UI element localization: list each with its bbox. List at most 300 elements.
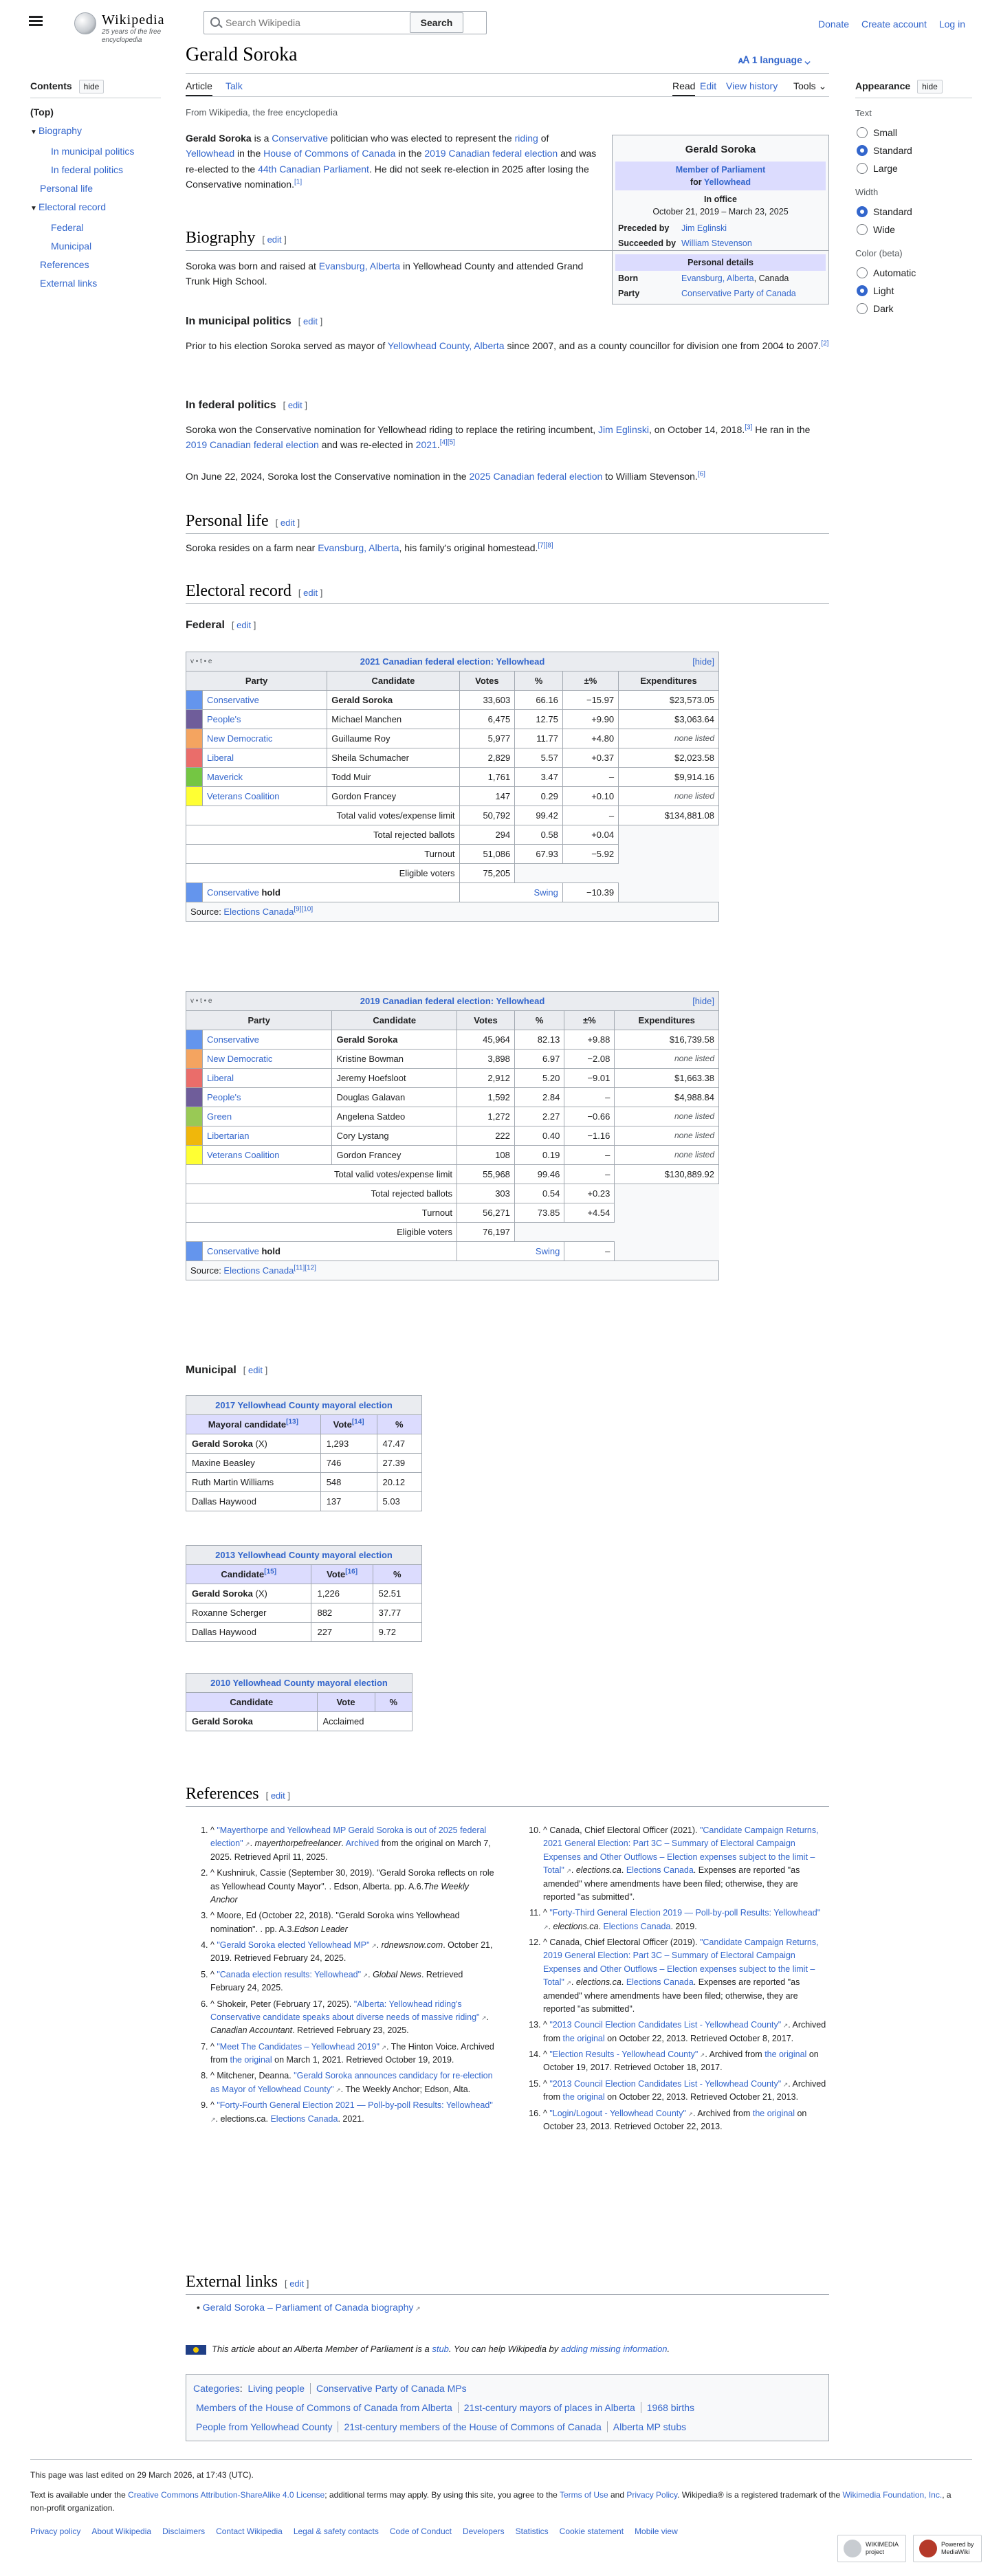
section-municipal-politics-heading: In municipal politics [ edit ] xyxy=(186,315,323,327)
citation-link[interactable]: [11][12] xyxy=(294,1264,316,1272)
citation-link[interactable]: [14] xyxy=(351,1418,364,1426)
chevron-down-icon[interactable]: ▼ xyxy=(30,129,37,137)
footer-link[interactable]: Cookie statement xyxy=(559,2526,624,2536)
votes-cell: 1,592 xyxy=(457,1088,515,1107)
party-link[interactable]: People's xyxy=(207,714,241,724)
reference-item: 11. ^ "Forty-Third General Election 2019 — Poll-by-poll Results: Yellowhead" ↗. elections.ca. Elections Canada. 2019. xyxy=(543,1907,829,1933)
party-link[interactable]: Green xyxy=(207,1111,232,1122)
category-link[interactable]: People from Yellowhead County xyxy=(196,2421,333,2432)
edit-link[interactable]: edit xyxy=(248,1365,263,1375)
table-row xyxy=(186,748,719,768)
color-dark-radio[interactable]: Dark xyxy=(855,300,972,318)
party-color-swatch xyxy=(186,1088,203,1107)
reference-link[interactable]: "Alberta: Yellowhead riding's Conservative candidate speaks about diverse needs of massive riding" ↗ xyxy=(210,1999,487,2022)
mayoral-table-caption[interactable]: 2013 Yellowhead County mayoral election xyxy=(186,1546,422,1565)
hide-toggle[interactable]: [hide] xyxy=(692,996,714,1006)
candidate-cell: Roxanne Scherger xyxy=(186,1603,311,1623)
edit-link[interactable]: edit xyxy=(287,400,302,410)
percent-cell: 20.12 xyxy=(377,1473,421,1492)
totals-label: Eligible voters xyxy=(186,864,460,883)
reference-item: 3. ^ Moore, Ed (October 22, 2018). "Gerald Soroka wins Yellowhead nomination". . pp. A.3.Edson Leader xyxy=(210,1909,496,1936)
reference-link[interactable]: "Mayerthorpe and Yellowhead MP Gerald Soroka is out of 2025 federal election" ↗ xyxy=(210,1825,486,1848)
swing-link[interactable]: Swing xyxy=(534,887,558,898)
tab-view-history[interactable]: View history xyxy=(726,80,778,91)
login-link[interactable]: Log in xyxy=(938,19,965,30)
column-header: Votes xyxy=(459,671,515,691)
category-link[interactable]: Members of the House of Commons of Canada from Alberta xyxy=(196,2402,452,2413)
table-header-row xyxy=(186,1565,422,1584)
party-color-swatch xyxy=(186,1242,203,1261)
swing-link[interactable]: Swing xyxy=(535,1246,560,1256)
party-cell xyxy=(203,1030,332,1050)
percent-cell: 37.77 xyxy=(373,1603,421,1623)
votes-cell: 147 xyxy=(459,787,515,806)
party-cell xyxy=(203,1107,332,1126)
party-cell xyxy=(203,1126,332,1146)
election-table-caption xyxy=(186,992,719,1011)
section-personal-life-heading: Personal life [ edit ] xyxy=(186,512,300,530)
votes-cell: 548 xyxy=(320,1473,377,1492)
party-link[interactable]: New Democratic xyxy=(207,1054,273,1064)
categories-box: Categories: Living people Conservative Party of Canada MPs Members of the House of Commons of Canada from Alberta 21st-century mayors of places in Alberta 1968 births People from Yellowhead County 21st-century members of the House of Commons of Canada Alberta MP stubs xyxy=(186,2374,829,2441)
reference-item: 14. ^ "Election Results - Yellowhead County" ↗ . Archived from the original on October 19, 2017. Retrieved October 18, 2017. xyxy=(543,2048,829,2075)
infobox-born: Born Evansburg, Alberta, Canada xyxy=(618,273,789,283)
color-label: Color (beta) xyxy=(855,247,903,258)
change-cell: +4.80 xyxy=(562,729,618,748)
party-color-swatch xyxy=(186,691,203,710)
party-color-swatch xyxy=(186,729,203,748)
appearance-heading: Appearance hide xyxy=(855,78,972,98)
column-header: Candidate[15] xyxy=(186,1565,311,1584)
footer-links xyxy=(30,2525,972,2538)
totals-row: Turnout 51,086 67.93 −5.92 xyxy=(186,845,719,864)
language-button[interactable]: 🗚 1 language ⌄ xyxy=(738,54,811,65)
change-cell: −9.01 xyxy=(564,1069,615,1088)
table-header-row xyxy=(186,671,719,691)
title-divider xyxy=(186,73,829,74)
reference-item: 1. ^ "Mayerthorpe and Yellowhead MP Gerald Soroka is out of 2025 federal election" ↗ . mayerthorpefreelancer. Archived from the original on March 7, 2025. Retrieved April 11, 2025. xyxy=(210,1824,496,1864)
party-link[interactable]: Liberal xyxy=(207,753,234,763)
party-link[interactable]: Veterans Coalition xyxy=(207,791,280,801)
candidate-cell: Sheila Schumacher xyxy=(327,748,459,768)
hold-row: Conservative hold Swing −10.39 xyxy=(186,883,719,902)
footer-link[interactable]: Contact Wikipedia xyxy=(216,2526,283,2536)
votes-cell: 227 xyxy=(311,1623,373,1642)
table-row xyxy=(186,787,719,806)
totals-row: Eligible voters 75,205 xyxy=(186,864,719,883)
percent-cell: 5.20 xyxy=(514,1069,564,1088)
reference-link[interactable]: Elections Canada xyxy=(626,1977,694,1988)
candidate-cell: Gordon Francey xyxy=(332,1146,457,1165)
percent-cell: 3.47 xyxy=(515,768,563,787)
votes-cell: 5,977 xyxy=(459,729,515,748)
column-header: Expenditures xyxy=(619,671,719,691)
vte-links[interactable]: v • t • e xyxy=(190,658,212,665)
reference-link[interactable]: "Gerald Soroka announces candidacy for re-election as Mayor of Yellowhead County" ↗ xyxy=(210,2071,493,2094)
totals-label: Total valid votes/expense limit xyxy=(186,806,460,825)
reference-item: 4. ^ "Gerald Soroka elected Yellowhead MP" ↗ . rdnewsnow.com. October 21, 2019. Retrieved February 24, 2025. xyxy=(210,1939,496,1966)
percent-cell: 66.16 xyxy=(515,691,563,710)
column-header: Mayoral candidate[13] xyxy=(186,1415,321,1434)
reference-link[interactable]: the original xyxy=(752,2108,795,2118)
toc-item-top[interactable]: (Top) xyxy=(30,107,54,118)
totals-label: Turnout xyxy=(186,845,460,864)
citation-link[interactable]: [15] xyxy=(264,1568,277,1576)
link-riding[interactable]: riding xyxy=(514,133,538,144)
page-subtitle: From Wikipedia, the free encyclopedia xyxy=(186,107,338,118)
reference-link[interactable]: the original xyxy=(764,2050,807,2059)
tabs-divider xyxy=(186,96,829,97)
candidate-cell: Douglas Galavan xyxy=(332,1088,457,1107)
personal-tools xyxy=(808,16,965,32)
table-row xyxy=(186,1069,719,1088)
toc-item-personal-life[interactable]: Personal life xyxy=(40,183,94,195)
election-table-caption xyxy=(186,652,719,671)
party-color-swatch xyxy=(186,787,203,806)
category-link[interactable]: 1968 births xyxy=(641,2402,700,2413)
party-cell xyxy=(203,787,327,806)
page-footer xyxy=(30,2469,974,2555)
reference-link[interactable]: "Canada election results: Yellowhead" ↗ xyxy=(217,1970,368,1979)
category-link[interactable]: Conservative Party of Canada MPs xyxy=(310,2383,472,2394)
infobox-preceded: Preceded by Jim Eglinski xyxy=(618,223,727,234)
reference-link[interactable]: "Gerald Soroka elected Yellowhead MP" ↗ xyxy=(217,1940,376,1950)
party-color-swatch xyxy=(186,1069,203,1088)
candidate-cell: Todd Muir xyxy=(327,768,459,787)
party-color-swatch xyxy=(186,1050,203,1069)
table-header-row xyxy=(186,1011,719,1030)
width-wide-radio[interactable]: Wide xyxy=(855,221,972,238)
toc-item-federal[interactable]: Federal xyxy=(51,222,84,234)
reference-item: 12. ^ Canada, Chief Electoral Officer (2019). "Candidate Campaign Returns, 2019 General Election: Part 3C – Summary of Electoral Campaign Expenses and Other Outflows – Election expenses subject to the limit – Total" ↗ . elections.ca. Elections Canada. Expenses are reported "as amended" where amendments have been filed; otherwise, they are reported "as submitted". xyxy=(543,1936,829,2016)
table-row xyxy=(186,1434,422,1454)
percent-cell: 2.84 xyxy=(514,1088,564,1107)
election-table-2019 xyxy=(186,991,719,1280)
column-header: ±% xyxy=(562,671,618,691)
expenditures-cell: none listed xyxy=(619,787,719,806)
edit-link[interactable]: edit xyxy=(270,1790,285,1801)
link-yellowhead[interactable]: Yellowhead xyxy=(186,148,235,159)
vte-links[interactable]: v • t • e xyxy=(190,997,212,1005)
create-account-link[interactable]: Create account xyxy=(861,19,927,30)
party-color-swatch xyxy=(186,1126,203,1146)
reference-link[interactable]: "Meet The Candidates – Yellowhead 2019" ↗ xyxy=(217,2042,386,2052)
reference-link[interactable]: Archived xyxy=(345,1839,380,1849)
reference-link[interactable]: Elections Canada xyxy=(626,1865,694,1876)
votes-cell: 1,293 xyxy=(320,1434,377,1454)
column-header: ±% xyxy=(564,1011,615,1030)
link-house-of-commons[interactable]: House of Commons of Canada xyxy=(263,148,396,159)
toc-item-references[interactable]: References xyxy=(40,259,89,271)
mayoral-table-caption[interactable]: 2010 Yellowhead County mayoral election xyxy=(186,1674,412,1693)
table-row xyxy=(186,1584,422,1603)
tab-article[interactable]: Article xyxy=(186,78,212,96)
reference-item: 7. ^ "Meet The Candidates – Yellowhead 2019" ↗ . The Hinton Voice. Archived from the original on March 1, 2021. Retrieved October 19, 2019. xyxy=(210,2041,496,2067)
party-link[interactable]: Libertarian xyxy=(207,1131,250,1141)
votes-cell: 2,829 xyxy=(459,748,515,768)
tagline: 25 years of the free encyclopedia xyxy=(102,28,162,44)
infobox-party: Party Conservative Party of Canada xyxy=(618,288,796,298)
category-link[interactable]: 21st-century members of the House of Commons of Canada xyxy=(338,2421,606,2432)
candidate-cell: Maxine Beasley xyxy=(186,1454,321,1473)
mayoral-table-2017 xyxy=(186,1395,422,1511)
reference-link[interactable]: Elections Canada xyxy=(270,2113,338,2124)
party-color-swatch xyxy=(186,883,203,902)
expenditures-cell: $23,573.05 xyxy=(619,691,719,710)
reference-link[interactable]: "Election Results - Yellowhead County" ↗ xyxy=(549,2050,705,2059)
table-row xyxy=(186,1088,719,1107)
votes-cell: 1,226 xyxy=(311,1584,373,1603)
change-cell: – xyxy=(564,1146,615,1165)
reference-link[interactable]: "Candidate Campaign Returns, 2019 General Election: Part 3C – Summary of Electoral Campaign Expenses and Other Outflows – Election expenses subject to the limit – Total" ↗ xyxy=(543,1937,819,1987)
main-menu-button[interactable] xyxy=(28,14,44,30)
chevron-down-icon[interactable]: ▼ xyxy=(30,205,37,213)
party-link[interactable]: People's xyxy=(207,1092,241,1102)
party-color-swatch xyxy=(186,710,203,729)
percent-cell: 12.75 xyxy=(515,710,563,729)
votes-cell: 45,964 xyxy=(457,1030,515,1050)
votes-cell: 33,603 xyxy=(459,691,515,710)
footer-link[interactable]: Privacy policy xyxy=(30,2526,81,2536)
party-cell xyxy=(203,729,327,748)
reference-link[interactable]: the original xyxy=(562,2092,605,2102)
candidate-cell: Angelena Satdeo xyxy=(332,1107,457,1126)
party-cell xyxy=(203,748,327,768)
table-row xyxy=(186,691,719,710)
expenditures-cell: $2,023.58 xyxy=(619,748,719,768)
external-link-item: • Gerald Soroka – Parliament of Canada biography ↗ xyxy=(197,2300,420,2315)
tab-tools[interactable]: Tools ⌄ xyxy=(793,80,827,91)
reference-link[interactable]: the original xyxy=(230,2055,272,2065)
candidate-cell: Dallas Haywood xyxy=(186,1623,311,1642)
section-external-links-heading: External links [ edit ] xyxy=(186,2273,309,2291)
hold-row: Conservative hold Swing – xyxy=(186,1242,719,1261)
column-header: % xyxy=(377,1415,421,1434)
percent-cell: 82.13 xyxy=(514,1030,564,1050)
wikimedia-badge[interactable]: WIKIMEDIA project xyxy=(837,2535,906,2562)
reference-item: 13. ^ "2013 Council Election Candidates List - Yellowhead County" ↗ . Archived from the original on October 22, 2013. Retrieved October 8, 2017. xyxy=(543,2019,829,2045)
alberta-flag-icon xyxy=(186,2345,206,2355)
edit-link[interactable]: edit xyxy=(280,518,295,528)
category-link[interactable]: Living people xyxy=(248,2383,305,2394)
citation-link[interactable]: [9][10] xyxy=(294,905,314,913)
toc-item-federal-politics[interactable]: In federal politics xyxy=(51,164,124,176)
source-link[interactable]: Elections Canada xyxy=(223,1265,294,1276)
reference-item: 10. ^ Canada, Chief Electoral Officer (2021). "Candidate Campaign Returns, 2021 General Election: Part 3C – Summary of Electoral Campaign Expenses and Other Outflows – Election expenses subject to the limit – Total" ↗ . elections.ca. Elections Canada. Expenses are reported "as amended" where amendments have been filed; otherwise, they are reported "as submitted". xyxy=(543,1824,829,1904)
totals-label: Total rejected ballots xyxy=(186,1184,457,1203)
votes-cell: 6,475 xyxy=(459,710,515,729)
table-row xyxy=(186,1126,719,1146)
column-header: % xyxy=(373,1565,421,1584)
party-link[interactable]: Conservative xyxy=(207,887,259,898)
external-link[interactable]: Gerald Soroka – Parliament of Canada biography ↗ xyxy=(203,2302,421,2313)
toc-item-external-links[interactable]: External links xyxy=(40,278,98,289)
biography-paragraph: Soroka was born and raised at Evansburg, Alberta in Yellowhead County and attended Grand Trunk High School. xyxy=(186,260,584,287)
footer-link[interactable]: Code of Conduct xyxy=(389,2526,452,2536)
expenditures-cell: $1,663.38 xyxy=(615,1069,719,1088)
chevron-down-icon: ⌄ xyxy=(818,80,827,91)
edit-link[interactable]: edit xyxy=(303,588,318,598)
footer-link[interactable]: Mobile view xyxy=(635,2526,678,2536)
votes-cell: 2,912 xyxy=(457,1069,515,1088)
reference-item: 6. ^ Shokeir, Peter (February 17, 2025). "Alberta: Yellowhead riding's Conservative candidate speaks about diverse needs of massive riding" ↗ . Canadian Accountant. Retrieved February 23, 2025. xyxy=(210,1998,496,2038)
category-link[interactable]: Alberta MP stubs xyxy=(607,2421,692,2432)
federal-politics-paragraph: Soroka won the Conservative nomination for Yellowhead riding to replace the retiring incumbent, Jim Eglinski, on October 14, 2018.[3] He ran in the 2019 Canadian federal election and was re-elected in 2021.[4][5] xyxy=(186,423,811,451)
reference-link[interactable]: "2013 Council Election Candidates List - Yellowhead County" ↗ xyxy=(549,2020,788,2030)
width-standard-radio[interactable]: Standard xyxy=(855,203,972,221)
edit-link[interactable]: edit xyxy=(289,2278,305,2289)
totals-row: Total rejected ballots 303 0.54 +0.23 xyxy=(186,1184,719,1203)
reference-link[interactable]: "Candidate Campaign Returns, 2021 General Election: Part 3C – Summary of Electoral Campaign Expenses and Other Outflows – Election expenses subject to the limit – Total" ↗ xyxy=(543,1825,819,1875)
toc-item-electoral-record[interactable]: ▼ Electoral record xyxy=(30,200,161,216)
category-link[interactable]: 21st-century mayors of places in Alberta xyxy=(458,2402,641,2413)
table-row xyxy=(186,710,719,729)
section-biography-heading: Biography [ edit ] xyxy=(186,229,287,247)
license-text: Text is available under the Creative Commons Attribution-ShareAlike 4.0 License; additional terms may apply. By using this site, you agree to the Terms of Use and Privacy Policy. Wikipedia® is a registered trademark of the Wikimedia Foundation, Inc., a non-profit organization. xyxy=(30,2490,952,2513)
party-link[interactable]: Veterans Coalition xyxy=(207,1150,280,1160)
infobox xyxy=(612,135,829,304)
search-input[interactable] xyxy=(226,15,406,30)
party-link[interactable]: Conservative xyxy=(207,1034,259,1045)
page-tabs xyxy=(186,78,829,95)
reference-link[interactable]: the original xyxy=(562,2033,605,2043)
votes-cell: 222 xyxy=(457,1126,515,1146)
column-header: Expenditures xyxy=(615,1011,719,1030)
percent-cell: 27.39 xyxy=(377,1454,421,1473)
candidate-cell: Gerald Soroka (X) xyxy=(186,1584,311,1603)
hide-toggle[interactable]: [hide] xyxy=(692,656,714,667)
section-electoral-record-heading: Electoral record [ edit ] xyxy=(186,582,323,600)
change-cell: – xyxy=(564,1088,615,1107)
source-link[interactable]: Elections Canada xyxy=(223,907,294,917)
link-44th-parliament[interactable]: 44th Canadian Parliament xyxy=(258,163,369,175)
column-header: Candidate xyxy=(332,1011,457,1030)
percent-cell: 0.29 xyxy=(515,787,563,806)
column-header: Party xyxy=(186,1011,332,1030)
citation-link[interactable]: [13] xyxy=(286,1418,298,1426)
mediawiki-badge[interactable]: Powered by MediaWiki xyxy=(913,2535,982,2562)
table-row xyxy=(186,1050,719,1069)
footer-link[interactable]: About Wikipedia xyxy=(91,2526,152,2536)
text-size-small-radio[interactable]: Small xyxy=(855,124,972,142)
toc-item-biography[interactable]: ▼ Biography xyxy=(30,124,161,140)
column-header: Vote[14] xyxy=(320,1415,377,1434)
column-header: % xyxy=(514,1011,564,1030)
color-light-radio[interactable]: Light xyxy=(855,282,972,300)
infobox-succeeded: Succeeded by William Stevenson xyxy=(618,238,752,249)
wikipedia-logo[interactable] xyxy=(74,8,191,44)
totals-row: Turnout 56,271 73.85 +4.54 xyxy=(186,1203,719,1223)
table-row xyxy=(186,729,719,748)
expenditures-cell: $9,914.16 xyxy=(619,768,719,787)
infobox-office: Member of Parliament for Yellowhead xyxy=(615,162,826,190)
citation-link[interactable]: [1] xyxy=(294,178,302,186)
footer-link[interactable]: Developers xyxy=(462,2526,505,2536)
mayoral-table-2010: 2010 Yellowhead County mayoral election Candidate Vote % Gerald Soroka Acclaimed xyxy=(186,1673,412,1731)
edit-link[interactable]: edit xyxy=(236,620,252,630)
tab-read[interactable]: Read xyxy=(672,78,695,96)
percent-cell: 0.19 xyxy=(514,1146,564,1165)
party-link[interactable]: Conservative xyxy=(207,695,259,705)
reference-item: 9. ^ "Forty-Fourth General Election 2021 — Poll-by-poll Results: Yellowhead" ↗. elections.ca. Elections Canada. 2021. xyxy=(210,2099,496,2126)
toc-item-municipal-politics[interactable]: In municipal politics xyxy=(51,146,135,157)
section-references-heading: References [ edit ] xyxy=(186,1785,291,1803)
text-size-standard-radio[interactable]: Standard xyxy=(855,142,972,159)
reference-item: 15. ^ "2013 Council Election Candidates List - Yellowhead County" ↗ . Archived from the original on October 22, 2013. Retrieved October 21, 2013. xyxy=(543,2078,829,2105)
search-button[interactable]: Search xyxy=(410,12,463,33)
site-header xyxy=(0,0,990,47)
appearance-panel xyxy=(855,78,972,318)
last-edited: This page was last edited on 29 March 2026, at 17:43 (UTC). xyxy=(30,2470,254,2480)
reference-link[interactable]: "2013 Council Election Candidates List - Yellowhead County" ↗ xyxy=(549,2079,788,2089)
edit-link[interactable]: edit xyxy=(267,234,282,245)
table-header-row xyxy=(186,1415,422,1434)
expenditures-cell: none listed xyxy=(615,1050,719,1069)
reference-link[interactable]: "Login/Logout - Yellowhead County" ↗ xyxy=(549,2109,693,2118)
appearance-hide-button[interactable]: hide xyxy=(917,80,943,93)
infobox-term: October 21, 2019 – March 23, 2025 xyxy=(652,207,789,217)
reference-link[interactable]: Elections Canada xyxy=(603,1921,671,1931)
party-link[interactable]: Conservative xyxy=(207,1246,259,1256)
infobox-title: Gerald Soroka xyxy=(685,144,756,155)
edit-link[interactable]: edit xyxy=(303,316,318,326)
party-color-swatch xyxy=(186,1107,203,1126)
party-color-swatch xyxy=(186,748,203,768)
footer-link[interactable]: Legal & safety contacts xyxy=(293,2526,379,2536)
totals-row: Total rejected ballots 294 0.58 +0.04 xyxy=(186,825,719,845)
text-size-large-radio[interactable]: Large xyxy=(855,159,972,177)
donate-link[interactable]: Donate xyxy=(817,19,850,30)
expenditures-cell: none listed xyxy=(615,1146,719,1165)
party-link[interactable]: Liberal xyxy=(207,1073,234,1083)
column-header: % xyxy=(515,671,563,691)
change-cell: – xyxy=(562,768,618,787)
table-row xyxy=(186,1107,719,1126)
reference-item: 5. ^ "Canada election results: Yellowhead" ↗ . Global News. Retrieved February 24, 2025. xyxy=(210,1968,496,1995)
election-caption-link[interactable]: 2019 Canadian federal election: Yellowhead xyxy=(360,996,545,1006)
party-link[interactable]: Maverick xyxy=(207,772,243,782)
categories-link[interactable]: Categories xyxy=(193,2383,240,2394)
link-2019-election[interactable]: 2019 Canadian federal election xyxy=(424,148,558,159)
reference-link[interactable]: "Forty-Third General Election 2019 — Poll-by-poll Results: Yellowhead" ↗ xyxy=(543,1908,820,1931)
party-link[interactable]: New Democratic xyxy=(207,733,273,744)
footer-link[interactable]: Disclaimers xyxy=(162,2526,206,2536)
party-cell xyxy=(203,710,327,729)
tab-edit[interactable]: Edit xyxy=(700,80,717,91)
party-color-swatch xyxy=(186,1030,203,1050)
table-row xyxy=(186,1473,422,1492)
footer-link[interactable]: Statistics xyxy=(515,2526,549,2536)
totals-label: Eligible voters xyxy=(186,1223,457,1242)
column-header: Party xyxy=(186,671,327,691)
reference-link[interactable]: "Forty-Fourth General Election 2021 — Poll-by-poll Results: Yellowhead" ↗ xyxy=(210,2100,493,2123)
expenditures-cell: none listed xyxy=(615,1126,719,1146)
color-automatic-radio[interactable]: Automatic xyxy=(855,264,972,282)
text-size-label: Text xyxy=(855,108,872,119)
table-row xyxy=(186,1603,422,1623)
citation-link[interactable]: [16] xyxy=(345,1568,358,1576)
reference-item: 2. ^ Kushniruk, Cassie (September 30, 2019). "Gerald Soroka reflects on role as Yellowhead County Mayor". . Edson, Alberta. pp. A.6.The Weekly Anchor xyxy=(210,1867,496,1907)
tab-talk[interactable]: Talk xyxy=(226,80,243,91)
mayoral-table-caption[interactable]: 2017 Yellowhead County mayoral election xyxy=(186,1396,422,1415)
election-caption-link[interactable]: 2021 Canadian federal election: Yellowhead xyxy=(360,656,545,667)
link-conservative[interactable]: Conservative xyxy=(272,133,328,144)
column-header: Candidate xyxy=(327,671,459,691)
toc-hide-button[interactable]: hide xyxy=(79,80,104,93)
table-row xyxy=(186,1492,422,1511)
toc-item-municipal[interactable]: Municipal xyxy=(51,241,92,252)
party-cell xyxy=(203,1146,332,1165)
